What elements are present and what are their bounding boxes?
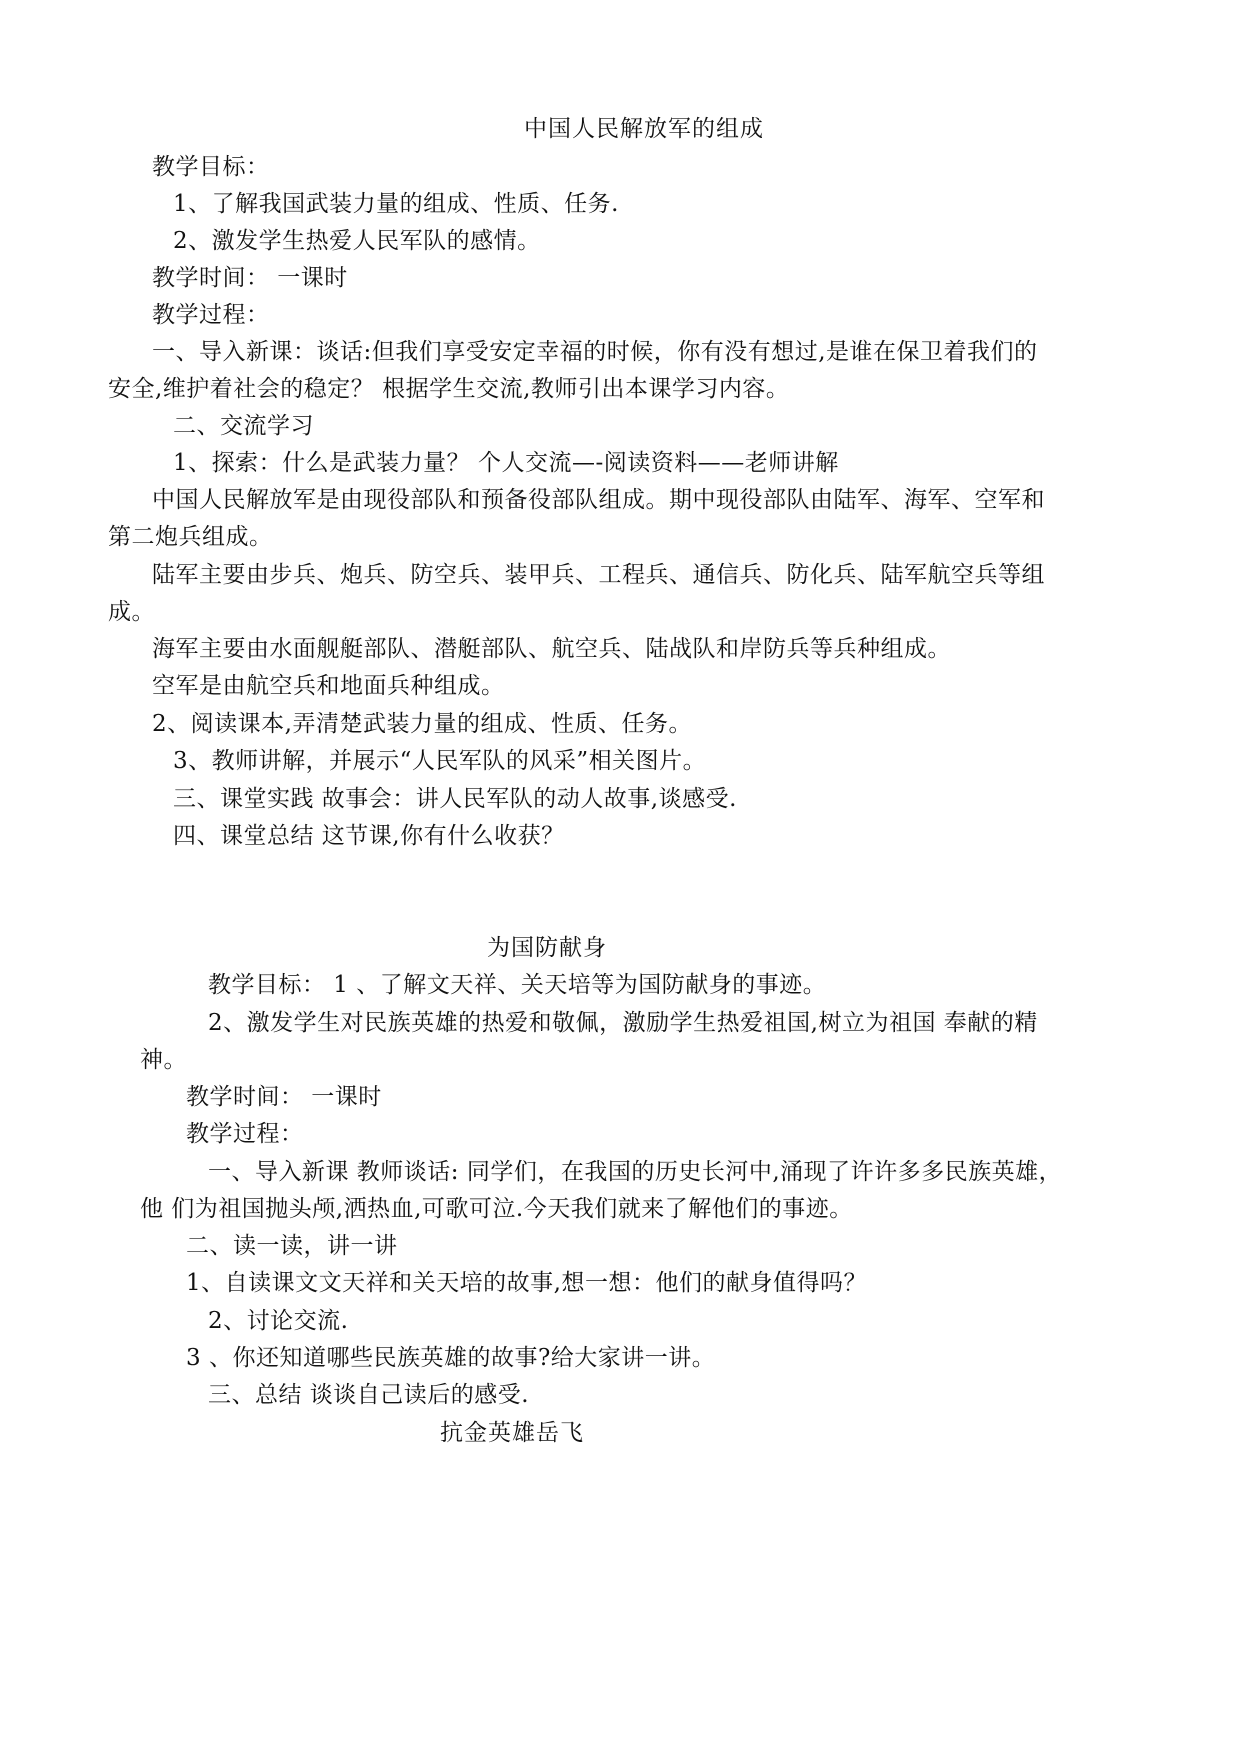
lesson2-goal-2-line2: 神。 [140, 1047, 187, 1073]
lesson1-goal-1: 1、了解我国武装力量的组成、性质、任务. [173, 191, 619, 217]
lesson1-goal-2: 2、激发学生热爱人民军队的感情。 [173, 228, 541, 254]
lesson2-step2: 二、读一读，讲一讲 [186, 1233, 398, 1259]
lesson1-process-label: 教学过程： [152, 302, 270, 328]
lesson1-teach: 3、教师讲解，并展示“人民军队的风采”相关图片。 [173, 748, 707, 774]
lesson1-step3: 三、课堂实践 故事会：讲人民军队的动人故事,谈感受. [173, 786, 737, 812]
lesson2-step1-line1: 一、导入新课 教师谈话: 同学们，在我国的历史长河中,涌现了许许多多民族英雄， [208, 1159, 1063, 1185]
lesson1-title: 中国人民解放军的组成 [524, 116, 764, 142]
lesson2-read: 1、自读课文文天祥和关天培的故事,想一想：他们的献身值得吗？ [186, 1270, 867, 1296]
lesson1-paragraph-b-line1: 陆军主要由步兵、炮兵、防空兵、装甲兵、工程兵、通信兵、防化兵、陆军航空兵等组 [152, 562, 1045, 588]
lesson2-step1-line2: 他 们为祖国抛头颅,洒热血,可歌可泣.今天我们就来了解他们的事迹。 [140, 1196, 853, 1222]
lesson1-step4: 四、课堂总结 这节课,你有什么收获？ [173, 823, 565, 849]
lesson1-goal-label: 教学目标： [152, 154, 270, 180]
lesson1-paragraph-a-line2: 第二炮兵组成。 [108, 524, 273, 550]
lesson2-goal-1: 教学目标： 1 、了解文天祥、关天培等为国防献身的事迹。 [208, 972, 827, 998]
lesson1-paragraph-b-line2: 成。 [108, 599, 155, 625]
lesson2-step3: 三、总结 谈谈自己读后的感受. [208, 1382, 530, 1408]
lesson1-step1-line1: 一、导入新课：谈话:但我们享受安定幸福的时候，你有没有想过,是谁在保卫着我们的 [152, 339, 1038, 365]
lesson2-time: 教学时间： 一课时 [186, 1084, 382, 1110]
lesson3-title: 抗金英雄岳飞 [440, 1420, 584, 1446]
lesson2-process-label: 教学过程： [186, 1121, 304, 1147]
lesson1-step1-line2: 安全,维护着社会的稳定？ 根据学生交流,教师引出本课学习内容。 [108, 376, 790, 402]
lesson2-discuss: 2、讨论交流. [208, 1308, 349, 1334]
lesson1-read: 2、阅读课本,弄清楚武装力量的组成、性质、任务。 [152, 711, 692, 737]
lesson1-step2: 二、交流学习 [173, 413, 314, 439]
lesson1-paragraph-c: 海军主要由水面舰艇部队、潜艇部队、航空兵、陆战队和岸防兵等兵种组成。 [152, 636, 951, 662]
lesson1-time: 教学时间： 一课时 [152, 265, 348, 291]
lesson1-explore: 1、探索：什么是武装力量？ 个人交流—-阅读资料——老师讲解 [173, 450, 839, 476]
lesson2-goal-2-line1: 2、激发学生对民族英雄的热爱和敬佩，激励学生热爱祖国,树立为祖国 奉献的精 [208, 1010, 1038, 1036]
lesson2-more: 3 、你还知道哪些民族英雄的故事?给大家讲一讲。 [186, 1345, 716, 1371]
lesson1-paragraph-a-line1: 中国人民解放军是由现役部队和预备役部队组成。期中现役部队由陆军、海军、空军和 [152, 487, 1045, 513]
lesson1-paragraph-d: 空军是由航空兵和地面兵种组成。 [152, 673, 505, 699]
lesson2-title: 为国防献身 [487, 935, 607, 961]
